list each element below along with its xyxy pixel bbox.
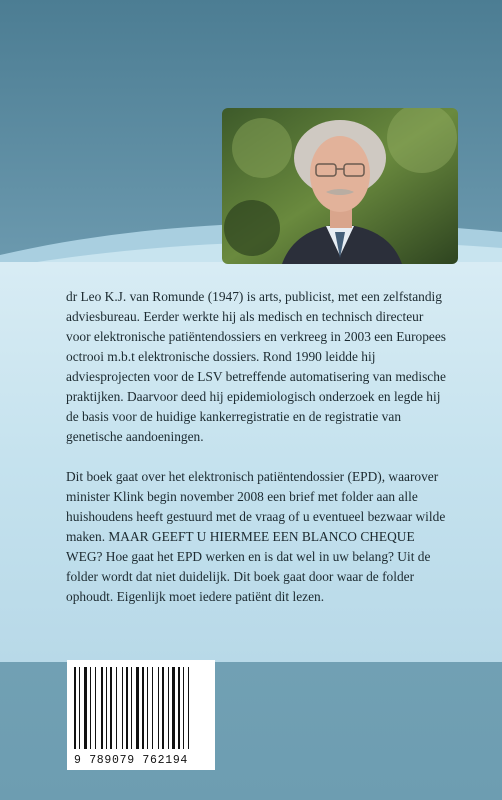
isbn-number: 9 789079 762194 (74, 754, 189, 767)
barcode-stripe (106, 667, 107, 749)
back-cover-text (66, 287, 446, 607)
barcode-stripe (188, 667, 189, 749)
barcode-stripe (158, 667, 159, 749)
barcode-stripe (172, 667, 175, 749)
barcode-stripe (136, 667, 139, 749)
barcode-stripe (162, 667, 164, 749)
barcode-stripe (152, 667, 153, 749)
barcode-stripe (90, 667, 91, 749)
barcode-stripe (74, 667, 76, 749)
book-blurb: Dit boek gaat over het elektronisch patiëntendossier (EPD), waarover minister Klink begin november 2008 een brief met folder aan alle huishoudens heeft gestuurd met de vraag of u eventueel bezwaar wilde maken. MAAR GEEFT U HIERMEE EEN BLANCO CHEQUE WEG? Hoe gaat het EPD werken en is dat wel in uw belang? Uit de folder wordt dat niet duidelijk. Dit boek gaat door waar de folder ophoudt. Eigenlijk moet iedere patiënt dit lezen. (66, 469, 446, 604)
barcode-stripe (101, 667, 103, 749)
barcode-stripe (79, 667, 80, 749)
barcode-stripe (168, 667, 169, 749)
barcode-stripe (126, 667, 128, 749)
barcode-stripe (122, 667, 123, 749)
author-photo (222, 108, 458, 264)
barcode-stripe (95, 667, 96, 749)
barcode-stripe (147, 667, 148, 749)
barcode-stripe (131, 667, 132, 749)
barcode-stripe (116, 667, 117, 749)
barcode-stripe (142, 667, 144, 749)
barcode-stripe (84, 667, 87, 749)
barcode-stripe (110, 667, 112, 749)
barcode-stripe (183, 667, 184, 749)
barcode-stripe (178, 667, 180, 749)
author-bio: dr Leo K.J. van Romunde (1947) is arts, publicist, met een zelfstandig adviesbureau. Eerder werkte hij als medisch en technisch directeur voor elektronische patiëntendossiers en verkreeg in 2003 een Europees octrooi m.b.t elektronische dossiers. Rond 1990 leidde hij adviesprojecten voor de LSV betreffende automatisering van medische praktijken. Daarvoor deed hij epidemiologisch onderzoek en legde hij de basis voor de huidige kankerregistratie en de registratie van genetische aandoeningen. (66, 289, 447, 444)
